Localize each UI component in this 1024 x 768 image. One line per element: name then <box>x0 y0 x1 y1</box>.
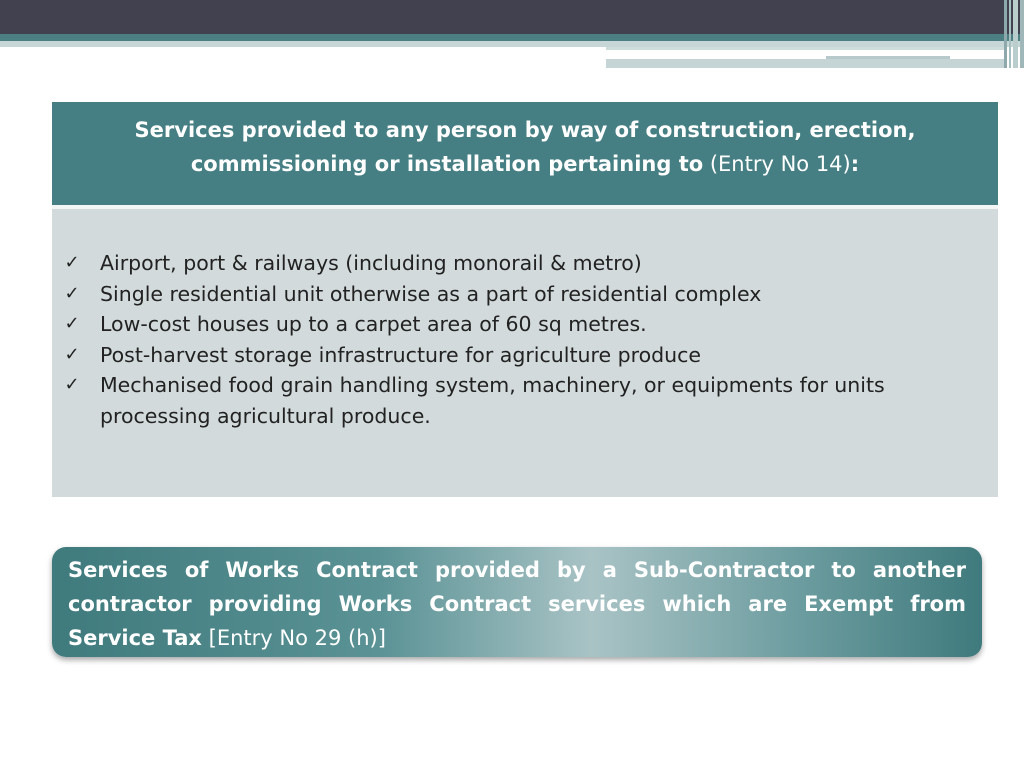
decor-vertical-stripes <box>996 0 1024 68</box>
checkmark-icon: ✓ <box>64 343 80 365</box>
header-colon: : <box>850 152 860 176</box>
list-item-text: Mechanised food grain handling system, machinery, or equipments for units processing agricultural produce. <box>100 373 885 428</box>
table-body <box>52 213 998 497</box>
works-contract-callout <box>52 547 982 657</box>
list-item <box>62 370 992 431</box>
bullet-list <box>62 248 992 431</box>
checkmark-icon: ✓ <box>64 374 80 395</box>
list-item <box>62 309 992 340</box>
checkmark-icon: ✓ <box>64 252 80 273</box>
list-item-text: Low-cost houses up to a carpet area of 60 sq metres. <box>100 312 647 336</box>
list-item <box>62 340 992 371</box>
decor-strip <box>606 47 1006 50</box>
callout-bold-text: Services of Works Contract provided by a Sub-Contractor to another contractor providing Works Contract services which are Exempt from Service Tax <box>68 558 966 650</box>
list-item-text: Airport, port & railways (including monorail & metro) <box>100 251 642 275</box>
decor-strip <box>606 59 1006 68</box>
checkmark-icon: ✓ <box>64 282 80 304</box>
services-table <box>52 102 998 497</box>
checkmark-icon: ✓ <box>64 313 80 334</box>
header-entry-text: (Entry No 14) <box>709 152 851 176</box>
header-bold-text: Services provided to any person by way of construction, erection, commissioning or installation pertaining to <box>134 118 916 176</box>
list-item-text: Single residential unit otherwise as a part of residential complex <box>100 281 762 306</box>
list-item-text: Post-harvest storage infrastructure for agriculture produce <box>100 342 702 367</box>
top-banner-teal <box>0 34 1024 41</box>
top-banner-dark <box>0 0 1024 34</box>
list-item <box>62 248 992 279</box>
table-header <box>52 102 998 209</box>
callout-entry-text: [Entry No 29 (h)] <box>208 626 386 650</box>
list-item <box>62 279 992 310</box>
